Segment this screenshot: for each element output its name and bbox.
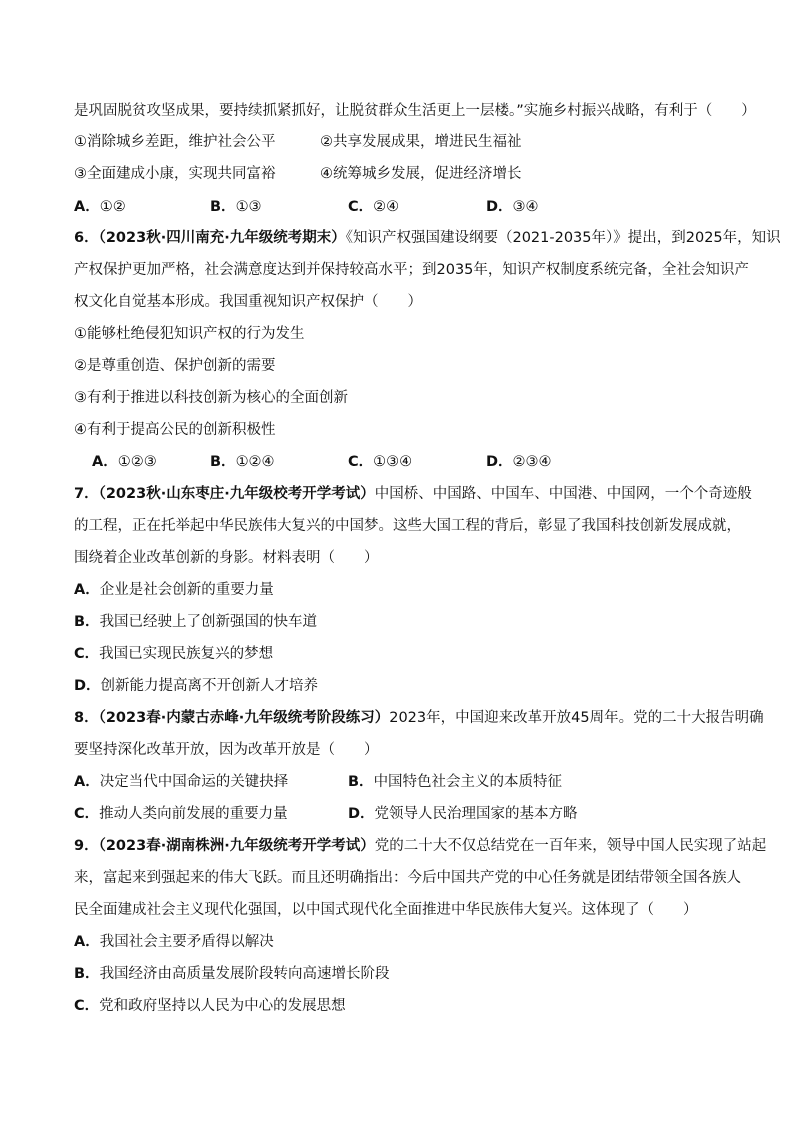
- q7-option-a: A．企业是社会创新的重要力量: [74, 582, 274, 598]
- q7-option-c: C．我国已实现民族复兴的梦想: [74, 646, 274, 662]
- q6-statement-3: ③有利于推进以科技创新为核心的全面创新: [74, 390, 348, 406]
- q8-stem-line-2: 要坚持深化改革开放，因为改革开放是（ ）: [74, 742, 379, 758]
- q7-stem-line-3: 围绕着企业改革创新的身影。材料表明（ ）: [74, 550, 379, 566]
- q5-statement-4: ④统筹城乡发展，促进经济增长: [320, 166, 522, 182]
- q5-option-c: C．②④: [348, 199, 400, 215]
- q7-stem-line-2: 的工程，正在托举起中华民族伟大复兴的中国梦。这些大国工程的背后，彰显了我国科技创新发展成就，: [74, 518, 741, 534]
- q5-option-d: D．③④: [486, 199, 539, 215]
- q9-option-a: A．我国社会主要矛盾得以解决: [74, 934, 274, 950]
- q6-option-b: B．①②④: [210, 454, 275, 470]
- q5-statement-3: ③全面建成小康，实现共同富裕: [74, 166, 276, 182]
- q6-option-c: C．①③④: [348, 454, 413, 470]
- q6-stem-line-3: 权文化自觉基本形成。我国重视知识产权保护（ ）: [74, 294, 422, 310]
- q8-option-c: C．推动人类向前发展的重要力量: [74, 806, 288, 822]
- q9-stem-line-1: 9．（2023春·湖南株洲·九年级统考开学考试）党的二十大不仅总结党在一百年来，领导中国人民实现了站起: [74, 838, 767, 854]
- q6-option-d: D．②③④: [486, 454, 552, 470]
- q6-statement-1: ①能够杜绝侵犯知识产权的行为发生: [74, 326, 305, 342]
- q5-stem-line: 是巩固脱贫攻坚成果，要持续抓紧抓好，让脱贫群众生活更上一层楼。”实施乡村振兴战略，有利于（ ）: [74, 103, 756, 119]
- q6-statement-2: ②是尊重创造、保护创新的需要: [74, 358, 276, 374]
- q9-stem-line-2: 来，富起来到强起来的伟大飞跃。而且还明确指出：今后中国共产党的中心任务就是团结带领全国各族人: [74, 870, 741, 886]
- q5-option-b: B．①③: [210, 199, 262, 215]
- q8-stem-line-1: 8．（2023春·内蒙古赤峰·九年级统考阶段练习）2023年，中国迎来改革开放45周年。党的二十大报告明确: [74, 710, 764, 726]
- q7-stem-line-1: 7．（2023秋·山东枣庄·九年级校考开学考试）中国桥、中国路、中国车、中国港、中国网，一个个奇迹般: [74, 486, 752, 502]
- q6-statement-4: ④有利于提高公民的创新积极性: [74, 422, 276, 438]
- q7-option-b: B．我国已经驶上了创新强国的快车道: [74, 614, 318, 630]
- q9-option-b: B．我国经济由高质量发展阶段转向高速增长阶段: [74, 966, 390, 982]
- q9-stem-line-3: 民全面建成社会主义现代化强国，以中国式现代化全面推进中华民族伟大复兴。这体现了（ ）: [74, 902, 698, 918]
- q5-statement-2: ②共享发展成果，增进民生福祉: [320, 134, 522, 150]
- q6-option-a: A．①②③: [92, 454, 157, 470]
- q8-option-b: B．中国特色社会主义的本质特征: [348, 774, 563, 790]
- q6-stem-line-2: 产权保护更加严格，社会满意度达到并保持较高水平；到2035年，知识产权制度系统完备，全社会知识产: [74, 262, 749, 278]
- q9-option-c: C．党和政府坚持以人民为中心的发展思想: [74, 998, 346, 1014]
- q5-option-a: A．①②: [74, 199, 126, 215]
- q8-option-a: A．决定当代中国命运的关键抉择: [74, 774, 289, 790]
- q6-stem-line-1: 6．（2023秋·四川南充·九年级统考期末）《知识产权强国建设纲要（2021-2035年）》提出，到2025年，知识: [74, 230, 781, 246]
- q5-statement-1: ①消除城乡差距，维护社会公平: [74, 134, 276, 150]
- q7-option-d: D．创新能力提高离不开创新人才培养: [74, 678, 319, 694]
- q8-option-d: D．党领导人民治理国家的基本方略: [348, 806, 578, 822]
